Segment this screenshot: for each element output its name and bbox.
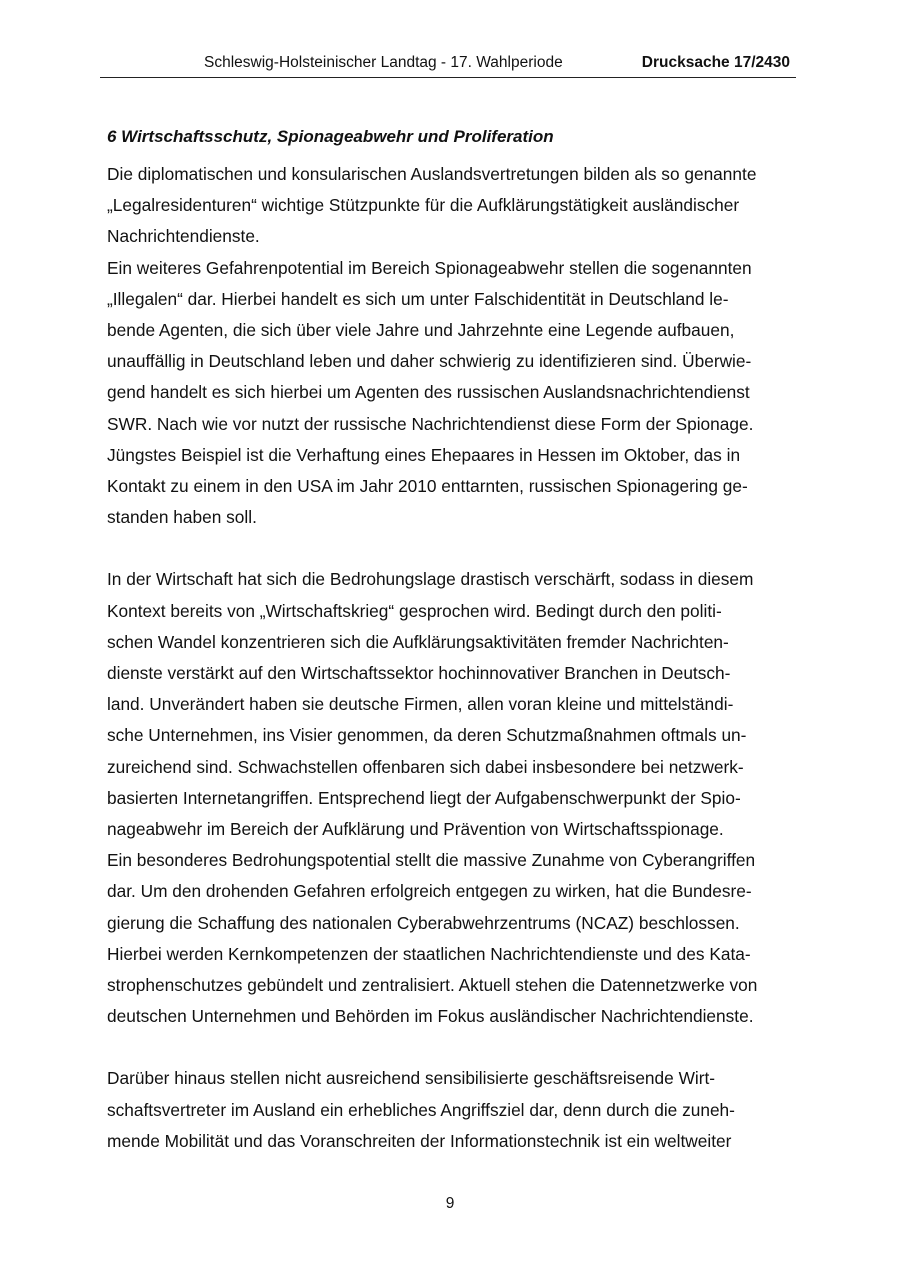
header-title: Schleswig-Holsteinischer Landtag - 17. Wahlperiode (204, 54, 563, 71)
text-line: Die diplomatischen und konsularischen Auslandsvertretungen bilden als so genannte (107, 164, 757, 184)
text-line: In der Wirtschaft hat sich die Bedrohungslage drastisch verschärft, sodass in diesem (107, 569, 754, 590)
section-heading: 6 Wirtschaftsschutz, Spionageabwehr und Proliferation (107, 127, 554, 146)
text-line: sche Unternehmen, ins Visier genommen, da deren Schutzmaßnahmen oftmals un- (107, 725, 747, 746)
text-line: Hierbei werden Kernkompetenzen der staatlichen Nachrichtendienste und des Kata- (107, 943, 751, 964)
paragraph-illegale (107, 253, 793, 534)
text-line: Ein weiteres Gefahrenpotential im Bereich Spionageabwehr stellen die sogenannten (107, 257, 752, 278)
text-line: dar. Um den drohenden Gefahren erfolgreich entgegen zu wirken, hat die Bundesre- (107, 881, 752, 902)
text-line: basierten Internetangriffen. Entsprechend liegt der Aufgabenschwerpunkt der Spio- (107, 787, 741, 808)
text-line: strophenschutzes gebündelt und zentralisiert. Aktuell stehen die Datennetzwerke von (107, 974, 758, 995)
text-line: gierung die Schaffung des nationalen Cyberabwehrzentrums (NCAZ) beschlossen. (107, 912, 740, 933)
text-line: land. Unverändert haben sie deutsche Firmen, allen voran kleine und mittelständi- (107, 694, 734, 715)
document-number: Drucksache 17/2430 (641, 54, 790, 71)
text-line: gend handelt es sich hierbei um Agenten des russischen Auslandsnachrichtendienst (107, 382, 750, 403)
text-line: Darüber hinaus stellen nicht ausreichend sensibilisierte geschäftsreisende Wirt- (107, 1068, 716, 1089)
text-line: mende Mobilität und das Voranschreiten der Informationstechnik ist ein weltweiter (107, 1130, 732, 1151)
text-line: schaftsvertreter im Ausland ein erhebliches Angriffsziel dar, denn durch die zuneh- (107, 1099, 735, 1120)
text-line: Nachrichtendienste. (107, 226, 260, 247)
text-line: Jüngstes Beispiel ist die Verhaftung eines Ehepaares in Hessen im Oktober, das in (107, 444, 741, 465)
paragraph-wirtschaft (107, 564, 793, 845)
text-line: dienste verstärkt auf den Wirtschaftssektor hochinnovativer Branchen in Deutsch- (107, 663, 731, 683)
paragraph-cyberangriffe (107, 845, 793, 1032)
text-line: Kontakt zu einem in den USA im Jahr 2010 enttarnten, russischen Spionagering ge- (107, 475, 748, 496)
page-header (100, 52, 796, 78)
text-line: unauffällig in Deutschland leben und daher schwierig zu identifizieren sind. Überwie- (107, 351, 752, 372)
text-line: „Legalresidenturen“ wichtige Stützpunkte für die Aufklärungstätigkeit ausländischer (107, 195, 740, 216)
paragraph-legalresidenturen (107, 159, 793, 253)
text-line: bende Agenten, die sich über viele Jahre und Jahrzehnte eine Legende aufbauen, (107, 319, 735, 340)
text-line: schen Wandel konzentrieren sich die Aufklärungsaktivitäten fremder Nachrichten- (107, 631, 729, 652)
paragraph-gap (107, 1032, 793, 1063)
paragraph-gap (107, 533, 793, 564)
paragraph-geschaeftsreisende (107, 1063, 793, 1157)
page-number: 9 (445, 1195, 455, 1212)
text-line: Ein besonderes Bedrohungspotential stellt die massive Zunahme von Cyberangriffen (107, 850, 756, 871)
text-line: „Illegalen“ dar. Hierbei handelt es sich um unter Falschidentität in Deutschland le- (107, 288, 729, 309)
text-line: zureichend sind. Schwachstellen offenbaren sich dabei insbesondere bei netzwerk- (107, 756, 744, 777)
text-line: deutschen Unternehmen und Behörden im Fokus ausländischer Nachrichtendienste. (107, 1006, 754, 1027)
text-line: Kontext bereits von „Wirtschaftskrieg“ gesprochen wird. Bedingt durch den politi- (107, 600, 722, 621)
text-line: nageabwehr im Bereich der Aufklärung und Prävention von Wirtschaftsspionage. (107, 818, 724, 839)
text-line: SWR. Nach wie vor nutzt der russische Nachrichtendienst diese Form der Spionage. (107, 413, 754, 434)
text-line: standen haben soll. (107, 507, 257, 528)
page-content (107, 123, 793, 1157)
